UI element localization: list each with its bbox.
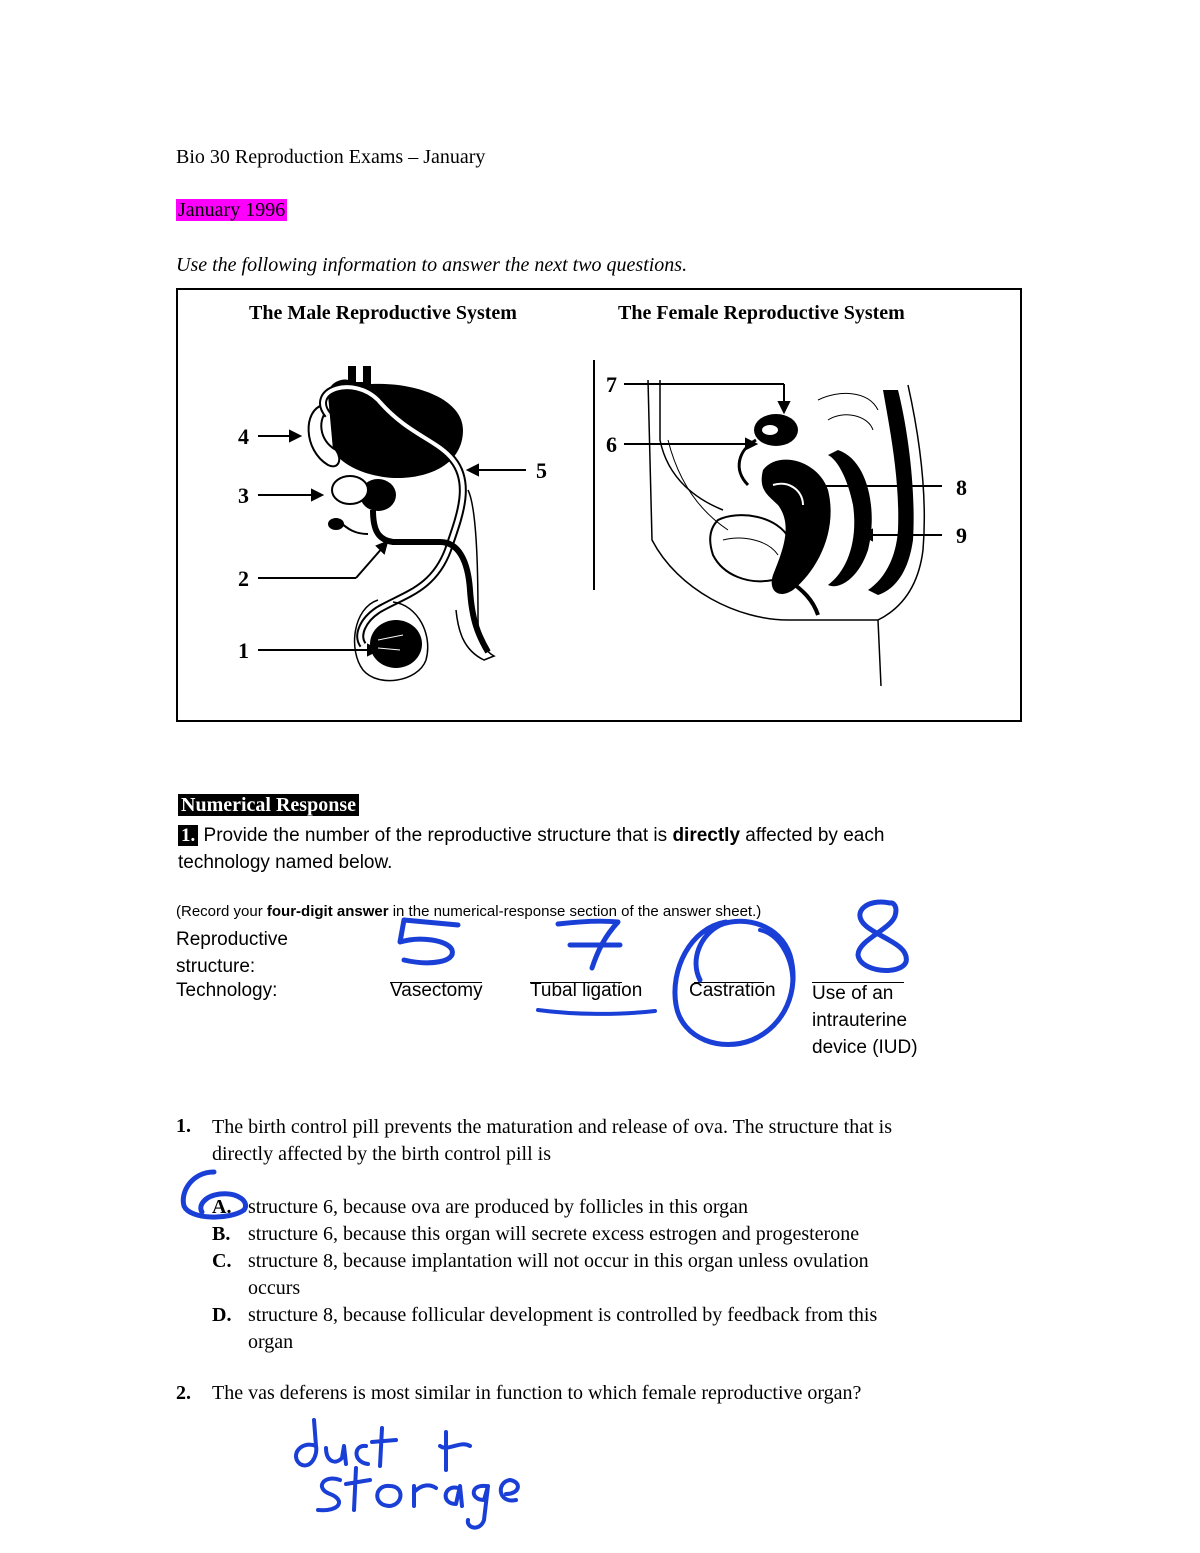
tech-tubal-ligation: Tubal ligation — [530, 980, 643, 1001]
tech-castration: Castration — [689, 980, 776, 1001]
underline-tubal-ligation — [538, 1010, 655, 1014]
handwritten-answer-7 — [558, 921, 620, 968]
numerical-response-heading-text: Numerical Response — [178, 794, 359, 816]
male-label-1: 1 — [238, 638, 249, 663]
instruction-text: Use the following information to answer the next two questions. — [176, 254, 688, 276]
nr-record-pre: (Record your — [176, 903, 267, 920]
nr-number: 1. — [178, 825, 198, 846]
q1-option-b-letter[interactable]: B. — [212, 1223, 231, 1245]
nr-row2-label: Technology: — [176, 980, 278, 1001]
tech-iud-line2: intrauterine — [812, 1010, 908, 1031]
handwritten-answer-8 — [858, 902, 906, 971]
figure-box — [176, 288, 1022, 722]
male-label-3: 3 — [238, 483, 249, 508]
q1-option-d-letter[interactable]: D. — [212, 1304, 232, 1326]
tech-vasectomy: Vasectomy — [390, 980, 483, 1001]
question-1-stem-line2: directly affected by the birth control pill is — [212, 1143, 551, 1165]
handwritten-extra-stroke — [440, 1432, 470, 1470]
female-label-6: 6 — [606, 432, 617, 457]
nr-row1-label-a: Reproductive — [176, 929, 288, 950]
q1-option-c-letter[interactable]: C. — [212, 1250, 232, 1272]
section-tag — [176, 198, 287, 222]
handwritten-duct — [296, 1420, 396, 1466]
question-1-stem — [212, 1114, 1032, 1168]
nr-prompt — [178, 822, 1008, 876]
male-anatomy-drawing — [309, 366, 494, 681]
female-figure-title: The Female Reproductive System — [618, 302, 905, 324]
male-figure-title: The Male Reproductive System — [249, 302, 517, 324]
question-1-stem-line1: The birth control pill prevents the maturation and release of ova. The structure that is — [212, 1116, 892, 1138]
female-label-8: 8 — [956, 475, 967, 500]
question-2-number: 2. — [176, 1382, 191, 1404]
question-1-number: 1. — [176, 1115, 191, 1137]
nr-record-post: in the numerical-response section of the answer sheet.) — [388, 903, 762, 920]
tech-iud-line3: device (IUD) — [812, 1037, 918, 1058]
nr-record-bold: four-digit answer — [266, 903, 389, 920]
nr-record-instruction — [176, 903, 761, 920]
male-label-4: 4 — [238, 424, 249, 449]
numerical-response-heading — [178, 794, 359, 817]
q1-option-a-text[interactable]: structure 6, because ova are produced by follicles in this organ — [248, 1196, 749, 1218]
tech-iud — [812, 980, 918, 1061]
handwritten-answer-5 — [400, 920, 458, 963]
nr-row1-label-b: structure: — [176, 956, 256, 977]
nr-prompt-line2: technology named below. — [178, 852, 393, 873]
male-label-5: 5 — [536, 458, 547, 483]
nr-prompt-pre: Provide the number of the reproductive structure that is — [203, 825, 673, 846]
handwritten-storage — [318, 1468, 518, 1528]
q1-option-d-text[interactable]: structure 8, because follicular development is controlled by feedback from this — [248, 1304, 878, 1326]
female-anatomy-drawing — [594, 360, 924, 686]
q1-option-c-text-cont[interactable]: occurs — [248, 1277, 301, 1299]
q1-option-b-text[interactable]: structure 6, because this organ will secrete excess estrogen and progesterone — [248, 1223, 860, 1245]
question-2-stem: The vas deferens is most similar in function to which female reproductive organ? — [212, 1382, 862, 1404]
tech-iud-line1: Use of an — [812, 983, 894, 1004]
female-label-9: 9 — [956, 523, 967, 548]
document-title: Bio 30 Reproduction Exams – January — [176, 146, 486, 168]
nr-prompt-bold: directly — [672, 825, 741, 846]
q1-option-c-text[interactable]: structure 8, because implantation will not occur in this organ unless ovulation — [248, 1250, 869, 1272]
male-label-2: 2 — [238, 566, 249, 591]
q1-option-d-text-cont[interactable]: organ — [248, 1331, 294, 1353]
q1-option-a-letter[interactable]: A. — [212, 1196, 232, 1218]
nr-row1-label — [176, 926, 288, 980]
section-tag-text: January 1996 — [178, 199, 286, 221]
nr-prompt-post: affected by each — [740, 825, 885, 846]
male-diagram — [178, 290, 1020, 720]
female-label-7: 7 — [606, 372, 617, 397]
